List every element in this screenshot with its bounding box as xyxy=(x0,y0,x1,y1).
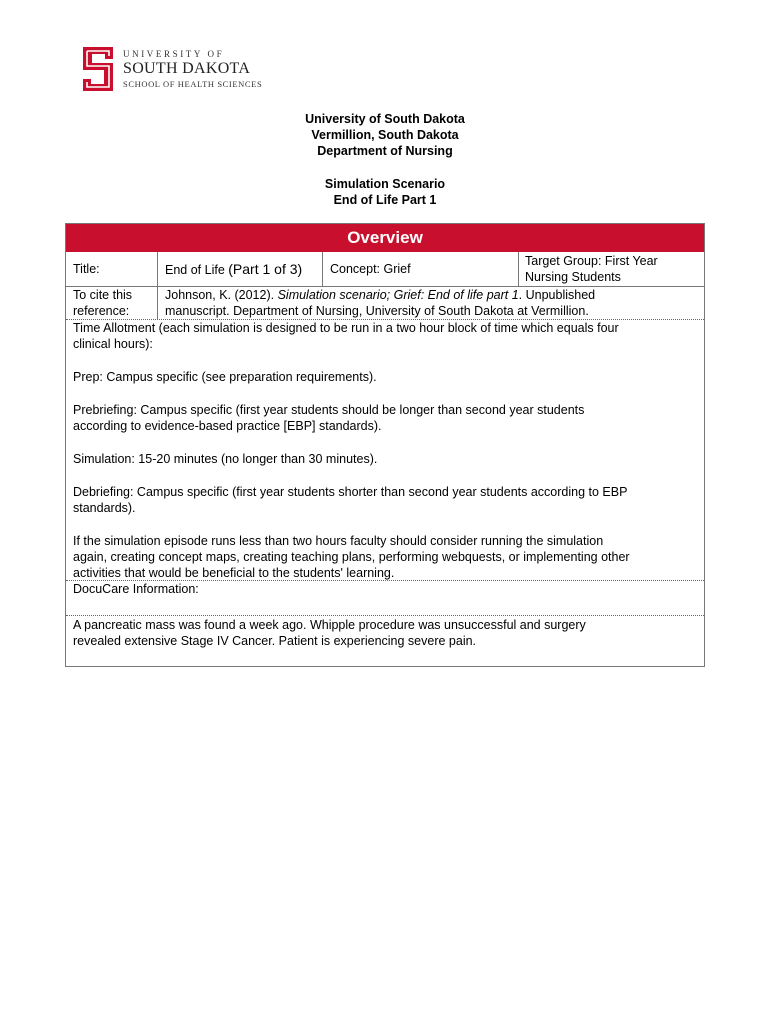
row-divider xyxy=(66,615,704,616)
debriefing-line2: standards). xyxy=(73,501,136,515)
institution-header xyxy=(0,111,770,159)
docucare-label: DocuCare Information: xyxy=(73,582,199,596)
patient-summary-line1: A pancreatic mass was found a week ago. Whipple procedure was unsuccessful and surgery xyxy=(73,618,586,632)
faculty-note xyxy=(73,533,698,581)
citation-title: Simulation scenario; Grief: End of life part 1 xyxy=(277,288,519,302)
usd-sd-logo-icon xyxy=(79,45,117,93)
logo-south-dakota: SOUTH DAKOTA xyxy=(123,60,251,77)
prebriefing-line2: according to evidence-based practice [EBP] standards). xyxy=(73,419,382,433)
time-allotment-line1: Time Allotment (each simulation is designed to be run in a two hour block of time which equals four xyxy=(73,321,619,335)
debriefing-text xyxy=(73,484,698,516)
cite-label-line1: To cite this xyxy=(73,288,133,302)
faculty-note-line2: again, creating concept maps, creating teaching plans, performing webquests, or implementing other xyxy=(73,550,630,564)
patient-summary-line2: revealed extensive Stage IV Cancer. Patient is experiencing severe pain. xyxy=(73,634,477,648)
citation-line2: manuscript. Department of Nursing, University of South Dakota at Vermillion. xyxy=(165,304,589,318)
cite-label-line2: reference: xyxy=(73,304,130,318)
divider xyxy=(157,252,158,286)
cite-label xyxy=(73,287,132,319)
prebriefing-line1: Prebriefing: Campus specific (first year students should be longer than second year students xyxy=(73,403,585,417)
header-city: Vermillion, South Dakota xyxy=(311,128,459,142)
logo-university-of: UNIVERSITY OF xyxy=(123,49,225,59)
header-department: Department of Nursing xyxy=(317,144,453,158)
logo-school: SCHOOL OF HEALTH SCIENCES xyxy=(123,79,263,89)
title-value-part: (Part 1 of 3) xyxy=(228,261,303,277)
patient-summary xyxy=(73,617,698,649)
divider xyxy=(322,252,323,286)
target-group-line1: Target Group: First Year xyxy=(525,254,658,268)
time-allotment xyxy=(73,320,698,352)
citation-author: Johnson, K. (2012). xyxy=(165,288,278,302)
faculty-note-line3: activities that would be beneficial to the students' learning. xyxy=(73,566,395,580)
concept-value: Concept: Grief xyxy=(330,262,411,276)
header-scenario: Simulation Scenario xyxy=(324,177,446,191)
overview-table xyxy=(65,223,705,667)
divider xyxy=(157,286,158,319)
header-part: End of Life Part 1 xyxy=(333,193,437,207)
overview-heading: Overview xyxy=(66,224,704,252)
target-group xyxy=(525,253,658,285)
citation xyxy=(165,287,700,319)
prebriefing-text xyxy=(73,402,698,434)
title-value-main: End of Life xyxy=(165,263,229,277)
header-university: University of South Dakota xyxy=(305,112,465,126)
time-allotment-line2: clinical hours): xyxy=(73,337,153,351)
scenario-header xyxy=(0,176,770,208)
faculty-note-line1: If the simulation episode runs less than two hours faculty should consider running the simulation xyxy=(73,534,604,548)
citation-line1 xyxy=(165,287,700,303)
target-group-line2: Nursing Students xyxy=(525,270,621,284)
prep-text: Prep: Campus specific (see preparation requirements). xyxy=(73,370,377,384)
simulation-text: Simulation: 15-20 minutes (no longer than 30 minutes). xyxy=(73,452,378,466)
title-label: Title: xyxy=(73,262,100,276)
debriefing-line1: Debriefing: Campus specific (first year students shorter than second year students according to EBP xyxy=(73,485,628,499)
citation-rest: . Unpublished xyxy=(518,288,596,302)
usd-logo xyxy=(79,45,279,95)
divider xyxy=(518,252,519,286)
title-value xyxy=(165,261,302,278)
